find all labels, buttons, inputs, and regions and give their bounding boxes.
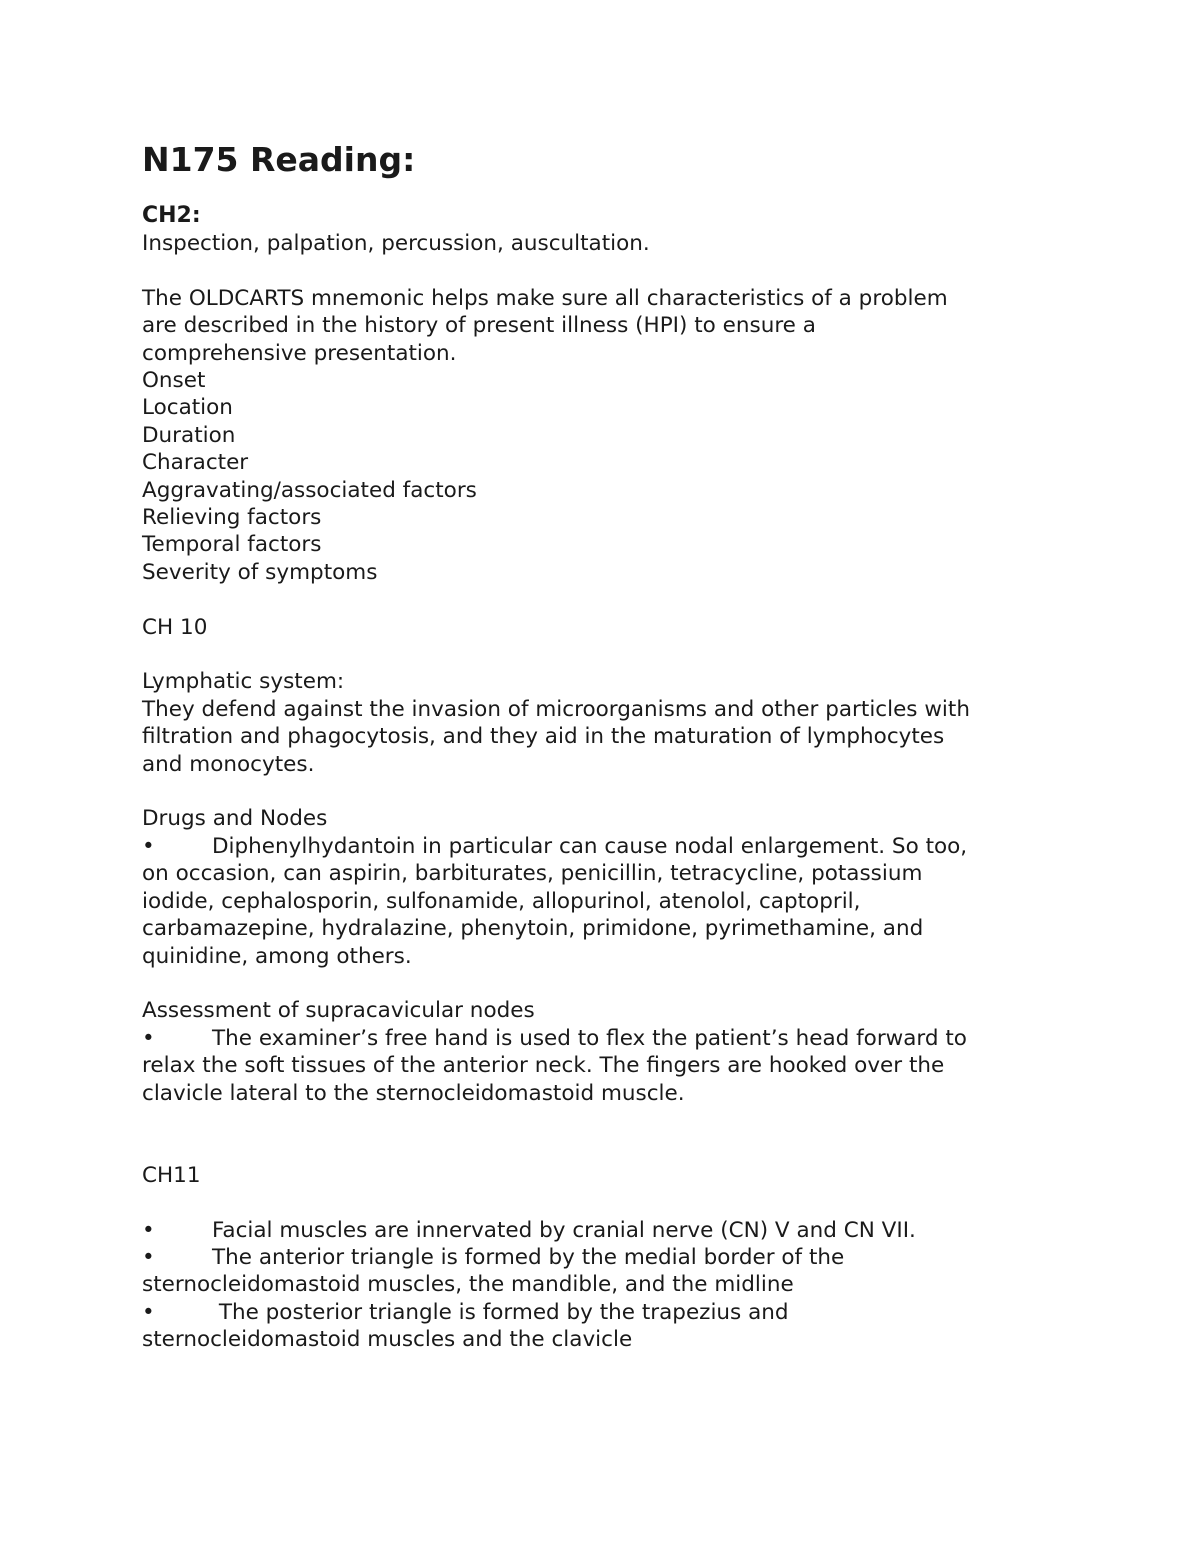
drugs-first-line: Diphenylhydantoin in particular can cause nodal enlargement. So too, [212,833,968,859]
lymphatic-text-line: and monocytes. [142,751,315,777]
supra-first-line: The examiner’s free hand is used to flex the patient’s head forward to [212,1025,967,1051]
oldcarts-item: Location [142,395,233,421]
drugs-heading: Drugs and Nodes [142,806,328,832]
ch11-bullet-2 [142,1244,1062,1271]
oldcarts-item: Duration [142,422,236,448]
ch2-heading: CH2: [142,203,201,228]
spacer [142,970,1062,997]
supra-text-line: relax the soft tissues of the anterior neck. The fingers are hooked over the [142,1053,945,1079]
spacer [142,1189,1062,1216]
oldcarts-item: Onset [142,368,206,394]
ch11-bullet-1-text: Facial muscles are innervated by cranial nerve (CN) V and CN VII. [212,1217,916,1243]
supra-text-line: clavicle lateral to the sternocleidomastoid muscle. [142,1080,685,1106]
lymphatic-heading: Lymphatic system: [142,669,345,695]
oldcarts-item: Character [142,450,249,476]
lymphatic-text-line: They defend against the invasion of microorganisms and other particles with [142,696,970,722]
oldcarts-item: Aggravating/associated factors [142,477,477,503]
oldcarts-item: Temporal factors [142,532,322,558]
ch11-bullet-2-cont: sternocleidomastoid muscles, the mandible, and the midline [142,1272,794,1298]
drugs-text-line: quinidine, among others. [142,943,412,969]
ch10-heading: CH 10 [142,614,208,640]
ch11-bullet-3-text: The posterior triangle is formed by the trapezius and [212,1299,789,1325]
drugs-text-line: iodide, cephalosporin, sulfonamide, allopurinol, atenolol, captopril, [142,888,861,914]
drugs-text-line: on occasion, can aspirin, barbiturates, penicillin, tetracycline, potassium [142,861,923,887]
bullet-icon: • [142,1217,155,1243]
oldcarts-item: Relieving factors [142,505,322,531]
spacer [142,1134,1062,1161]
oldcarts-intro-line: comprehensive presentation. [142,340,457,366]
bullet-icon: • [142,1244,155,1270]
document-page [142,138,1062,1354]
supra-heading: Assessment of supracavicular nodes [142,998,535,1024]
oldcarts-intro-line: The OLDCARTS mnemonic helps make sure all characteristics of a problem [142,285,948,311]
supra-bullet [142,1025,1062,1052]
bullet-icon: • [142,1299,155,1325]
drugs-bullet [142,833,1062,860]
bullet-icon: • [142,1025,155,1051]
spacer [142,586,1062,613]
ch11-bullet-3 [142,1299,1062,1326]
oldcarts-intro-line: are described in the history of present illness (HPI) to ensure a [142,313,816,339]
spacer [142,778,1062,805]
spacer [142,641,1062,668]
ch11-heading: CH11 [142,1162,201,1188]
exam-techniques-text: Inspection, palpation, percussion, auscultation. [142,231,650,256]
lymphatic-text-line: filtration and phagocytosis, and they aid in the maturation of lymphocytes [142,724,945,750]
document-title: N175 Reading: [142,140,416,179]
ch11-bullet-2-text: The anterior triangle is formed by the medial border of the [212,1244,845,1270]
ch11-bullet-3-cont: sternocleidomastoid muscles and the clavicle [142,1327,633,1353]
spacer [142,1107,1062,1134]
spacer [142,257,1062,284]
bullet-icon: • [142,833,155,859]
oldcarts-item: Severity of symptoms [142,559,378,585]
ch11-bullet-1 [142,1217,1062,1244]
drugs-text-line: carbamazepine, hydralazine, phenytoin, primidone, pyrimethamine, and [142,916,924,942]
